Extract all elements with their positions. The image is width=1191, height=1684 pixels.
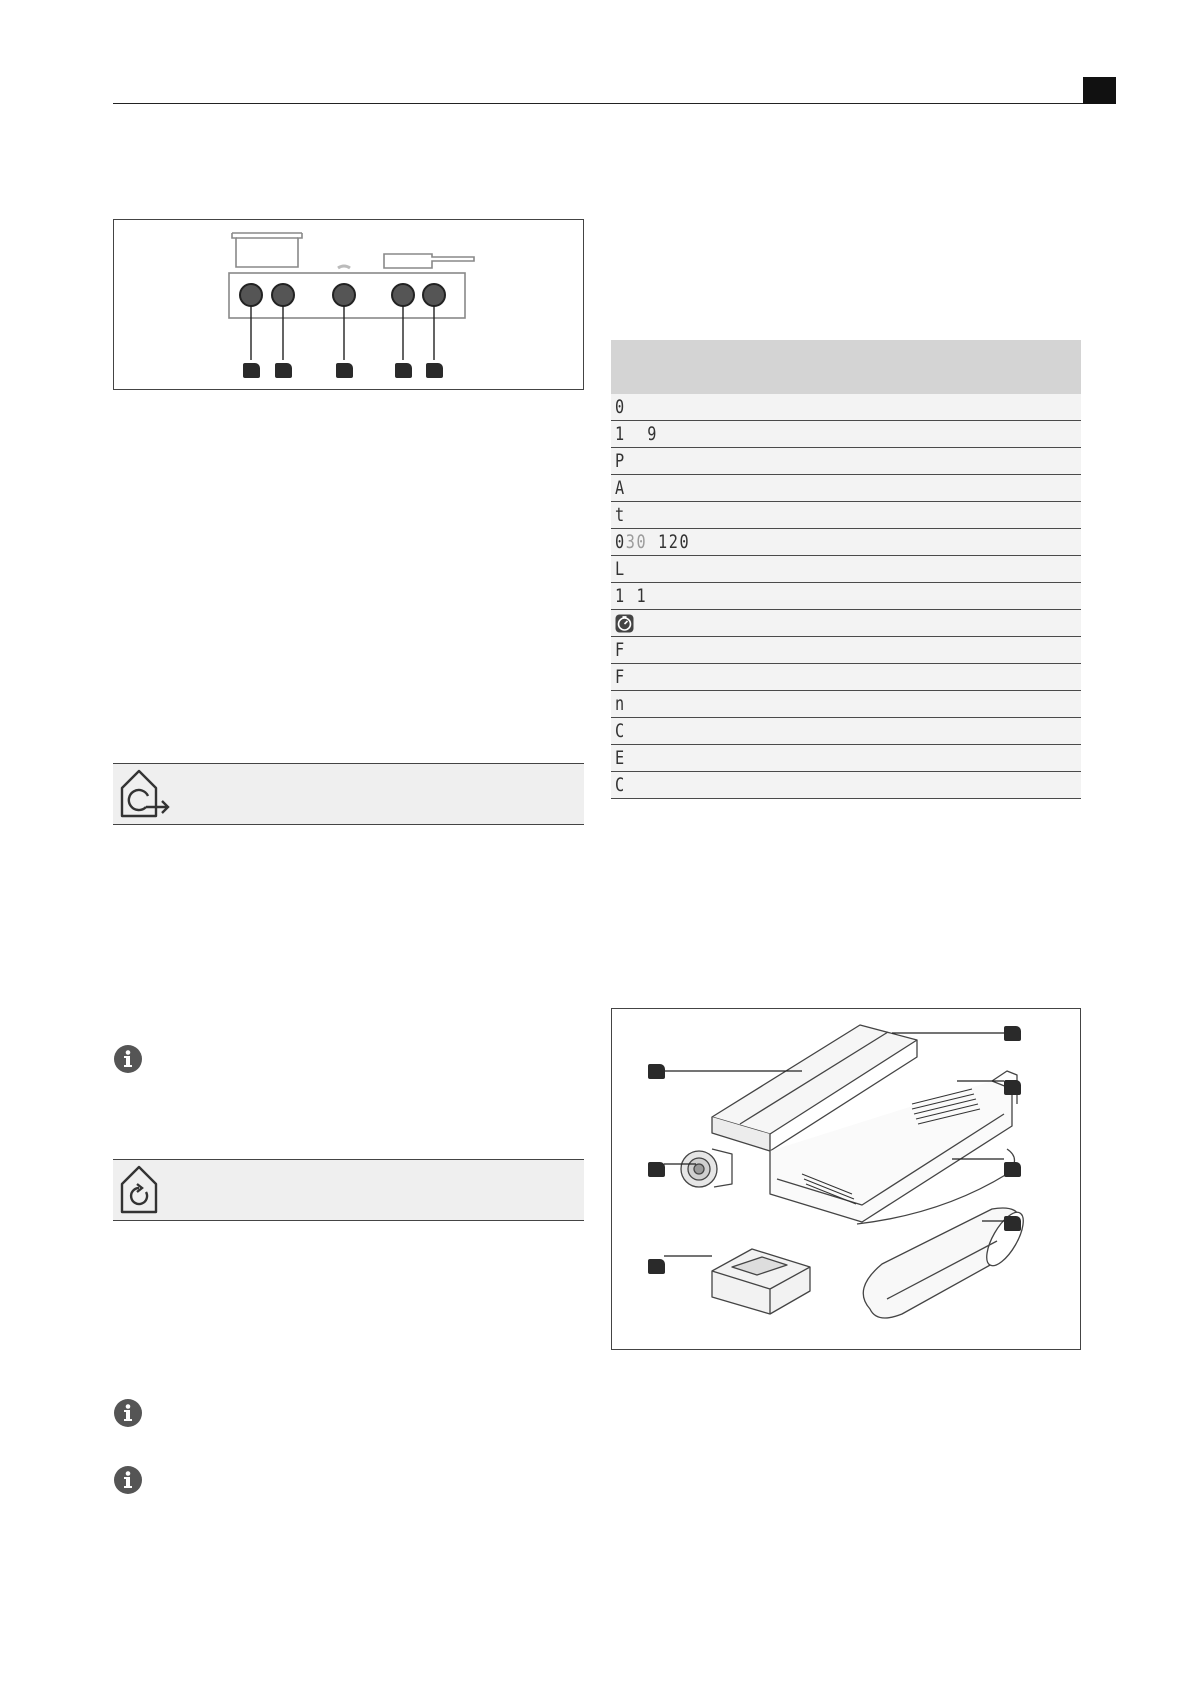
- callout-2: [648, 1064, 665, 1079]
- callout-6: [1004, 1216, 1021, 1231]
- table-row: [611, 394, 1081, 421]
- display-symbol: t: [615, 504, 626, 526]
- display-symbol-table: [611, 340, 1081, 799]
- info-icon: [113, 1465, 143, 1495]
- home-connect-hint: [113, 763, 584, 825]
- pan-illustration: [384, 254, 474, 268]
- display-symbol: L: [615, 558, 626, 580]
- callout-2: [275, 363, 292, 378]
- pot-illustration: [232, 233, 302, 267]
- components-illustration: [612, 1009, 1080, 1349]
- callout-1: [1004, 1026, 1021, 1041]
- display-symbol: n: [615, 693, 626, 715]
- display-symbol: 0: [615, 396, 626, 418]
- home-connect-update-hint: [113, 1159, 584, 1221]
- table-row: [611, 502, 1081, 529]
- header-rule: [113, 103, 1114, 104]
- callout-5: [426, 363, 443, 378]
- table-row: [611, 448, 1081, 475]
- display-symbol: F: [615, 666, 626, 688]
- table-row: [611, 718, 1081, 745]
- page-tab-marker: [1083, 77, 1116, 104]
- table-row: [611, 691, 1081, 718]
- callout-7: [648, 1259, 665, 1274]
- table-row: [611, 475, 1081, 502]
- display-symbol: C: [615, 774, 626, 796]
- home-connect-share-icon: [116, 766, 172, 822]
- components-figure: [611, 1008, 1081, 1350]
- table-row: [611, 556, 1081, 583]
- table-row: [611, 772, 1081, 799]
- knobs: [240, 284, 445, 360]
- callout-1: [243, 363, 260, 378]
- table-row: [611, 664, 1081, 691]
- display-symbol: A: [615, 477, 626, 499]
- callout-4: [648, 1162, 665, 1177]
- table-row: [611, 421, 1081, 448]
- table-row: [611, 529, 1081, 556]
- table-row: [611, 610, 1081, 637]
- info-icon: [113, 1044, 143, 1074]
- callout-5: [1004, 1162, 1021, 1177]
- callout-4: [395, 363, 412, 378]
- table-row: [611, 637, 1081, 664]
- display-symbol: C: [615, 720, 626, 742]
- display-symbol: 1 1: [615, 585, 648, 607]
- display-symbol: P: [615, 450, 626, 472]
- table-row: [611, 583, 1081, 610]
- display-symbol: F: [615, 639, 626, 661]
- display-symbol: E: [615, 747, 626, 769]
- display-symbol: 030 120: [615, 531, 691, 553]
- table-header: [611, 340, 1081, 394]
- table-row: [611, 745, 1081, 772]
- display-symbol: 1 9: [615, 423, 659, 445]
- home-connect-refresh-icon: [116, 1162, 172, 1218]
- control-panel-figure: [113, 219, 584, 390]
- callout-3: [1004, 1080, 1021, 1095]
- info-icon: [113, 1398, 143, 1428]
- callout-3: [336, 363, 353, 378]
- timer-icon: [615, 614, 634, 633]
